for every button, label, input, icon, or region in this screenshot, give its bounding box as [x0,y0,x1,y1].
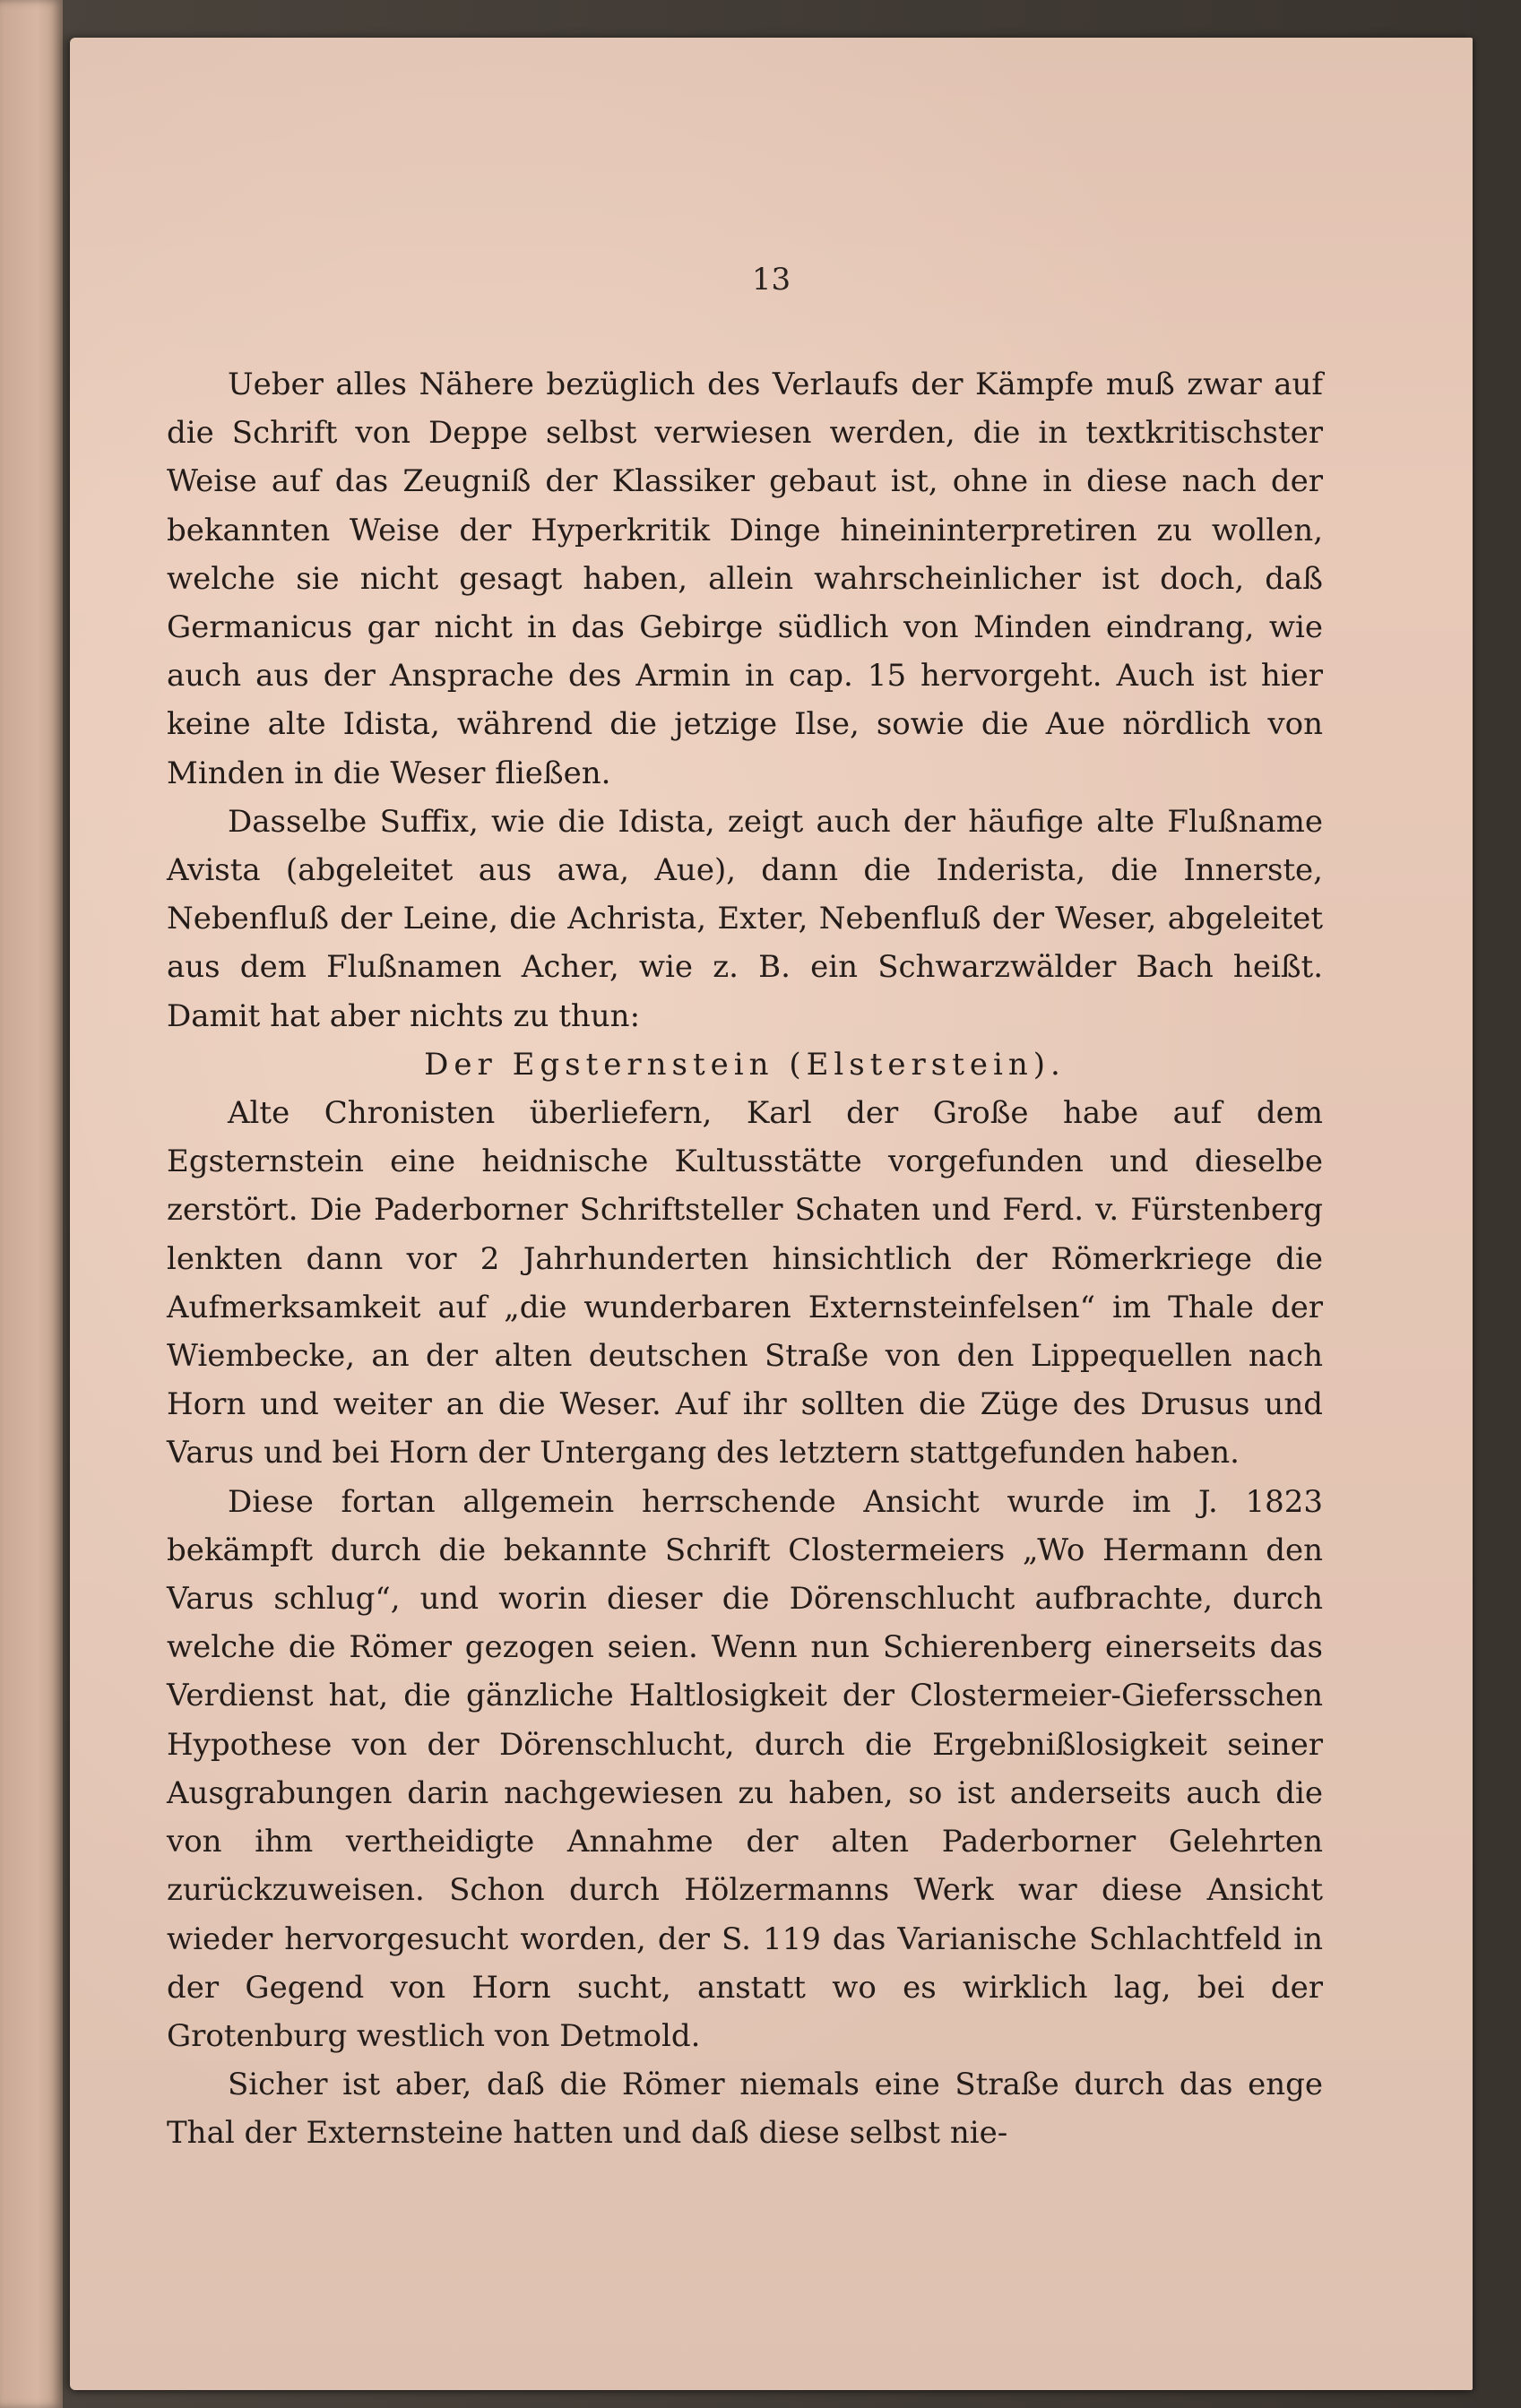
paragraph-2: Dasselbe Suffix, wie die Idista, zeigt auch der häufige alte Flußname Avista (abgeleitet aus awa, Aue), dann die Inderista, die Innerste, Nebenfluß der Leine, die Achrista, Exter, Nebenfluß der Weser, abgeleitet aus dem Flußnamen Acher, wie z. B. ein Schwarzwälder Bach heißt. Damit hat aber nichts zu thun: [167,803,1323,1034]
page-number: 13 [751,262,791,298]
paragraph-3: Alte Chronisten überliefern, Karl der Große habe auf dem Egsternstein eine heidnische Kultusstätte vorgefunden und dieselbe zerstört. Die Paderborner Schriftsteller Schaten und Ferd. v. Fürstenberg lenkten dann vor 2 Jahrhunderten hinsichtlich der Römerkriege die Aufmerksamkeit auf „die wunderbaren Externsteinfelsen“ im Thale der Wiembecke, an der alten deutschen Straße von den Lippequellen nach Horn und weiter an die Weser. Auf ihr sollten die Züge des Drusus und Varus und bei Horn der Untergang des letztern stattgefunden haben. [167,1095,1323,1472]
paragraph-5: Sicher ist aber, daß die Römer niemals eine Straße durch das enge Thal der Externsteine hatten und daß diese selbst nie- [167,2067,1323,2152]
previous-page-edge [0,0,63,2408]
paragraph-1: Ueber alles Nähere bezüglich des Verlaufs der Kämpfe muß zwar auf die Schrift von Deppe selbst verwiesen werden, die in textkritischster Weise auf das Zeugniß der Klassiker gebaut ist, ohne in diese nach der bekannten Weise der Hyperkritik Dinge hineininterpretiren zu wollen, welche sie nicht gesagt haben, allein wahrscheinlicher ist doch, daß Germanicus gar nicht in das Gebirge südlich von Minden eindrang, wie auch aus der Ansprache des Armin in cap. 15 hervorgeht. Auch ist hier keine alte Idista, während die jetzige Ilse, sowie die Aue nördlich von Minden in die Weser fließen. [167,367,1323,791]
body-text [167,360,1323,2158]
section-heading: Der Egsternstein (Elsterstein). [424,1046,1066,1083]
paragraph-4: Diese fortan allgemein herrschende Ansicht wurde im J. 1823 bekämpft durch die bekannte Schrift Clostermeiers „Wo Hermann den Varus schlug“, und worin dieser die Dörenschlucht aufbrachte, durch welche die Römer gezogen seien. Wenn nun Schierenberg einerseits das Verdienst hat, die gänzliche Haltlosigkeit der Clostermeier-Giefersschen Hypothese von der Dörenschlucht, durch die Ergebnißlosigkeit seiner Ausgrabungen darin nachgewiesen zu haben, so ist anderseits auch die von ihm vertheidigte Annahme der alten Paderborner Gelehrten zurückzuweisen. Schon durch Hölzermanns Werk war diese Ansicht wieder hervorgesucht worden, der S. 119 das Varianische Schlachtfeld in der Gegend von Horn sucht, anstatt wo es wirklich lag, bei der Grotenburg westlich von Detmold. [167,1483,1323,2054]
book-page [70,38,1473,2390]
